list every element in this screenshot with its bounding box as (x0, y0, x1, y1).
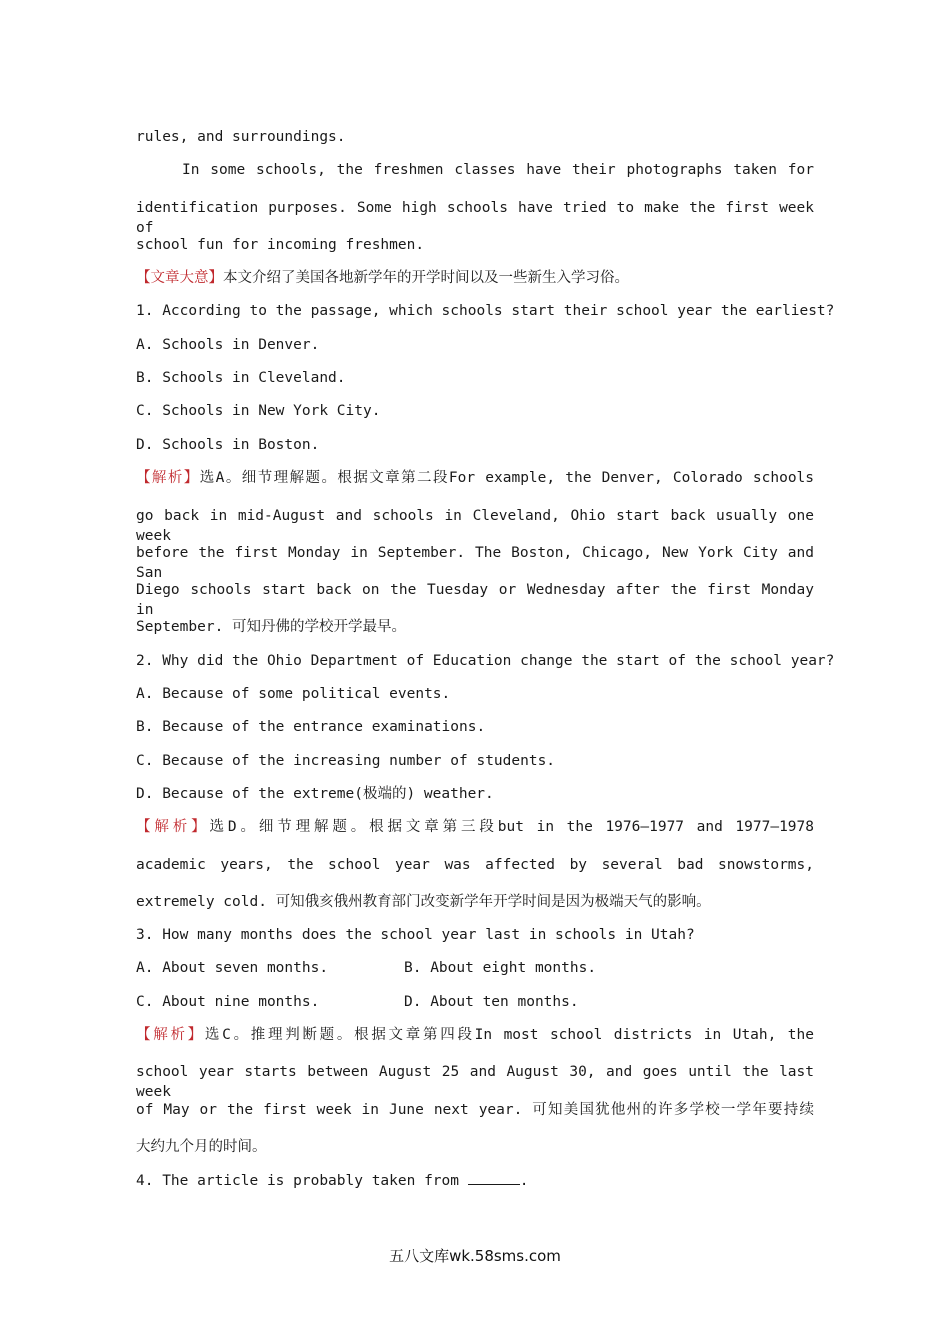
question-1-option-b: B. Schools in Cleveland. (136, 370, 346, 386)
explanation-line: go back in mid-August and schools in Cleveland, Ohio start back usually one week (136, 508, 814, 544)
question-4-end: . (519, 1173, 529, 1189)
explanation-text: 选A。细节理解题。根据文章第二段For example, the Denver, Colorado schools (199, 470, 815, 486)
explanation-line: September. 可知丹佛的学校开学最早。 (136, 619, 407, 635)
question-2-stem: 2. Why did the Ohio Department of Education change the start of the school year? (136, 653, 835, 669)
summary-line (136, 268, 814, 288)
passage-line: In some schools, the freshmen classes have their photographs taken for (182, 162, 814, 178)
question-3-option-a: A. About seven months. (136, 960, 329, 976)
question-3-explanation (136, 1025, 814, 1045)
explanation-line: extremely cold. 可知俄亥俄州教育部门改变新学年开学时间是因为极端天气的影响。 (136, 894, 711, 910)
question-3-stem: 3. How many months does the school year last in schools in Utah? (136, 927, 695, 943)
question-2-option-b: B. Because of the entrance examinations. (136, 719, 486, 735)
explanation-line: of May or the first week in June next year. 可知美国犹他州的许多学校一学年要持续 (136, 1102, 814, 1118)
question-2-option-a: A. Because of some political events. (136, 686, 451, 702)
explanation-tag: 【解析】 (136, 819, 210, 835)
explanation-line: school year starts between August 25 and August 30, and goes until the last week (136, 1064, 814, 1100)
question-4-stem (136, 1170, 814, 1191)
explanation-line: Diego schools start back on the Tuesday or Wednesday after the first Monday in (136, 582, 814, 618)
question-2-option-d: D. Because of the extreme(极端的) weather. (136, 786, 494, 802)
question-1-option-d: D. Schools in Boston. (136, 437, 320, 453)
question-3-option-d: D. About ten months. (404, 994, 579, 1010)
question-1-option-c: C. Schools in New York City. (136, 403, 381, 419)
explanation-text: 选D。细节理解题。根据文章第三段but in the 1976—1977 and 1977—1978 (209, 819, 814, 835)
passage-line: identification purposes. Some high schools have tried to make the first week of (136, 200, 814, 236)
explanation-line: before the first Monday in September. The Boston, Chicago, New York City and San (136, 545, 814, 581)
question-1-explanation (136, 468, 814, 488)
footer-watermark: 五八文库wk.58sms.com (389, 1247, 561, 1265)
passage-line: school fun for incoming freshmen. (136, 237, 425, 253)
question-2-explanation (136, 817, 814, 837)
summary-text: 本文介绍了美国各地新学年的开学时间以及一些新生入学习俗。 (223, 270, 629, 286)
explanation-line: academic years, the school year was affected by several bad snowstorms, (136, 857, 814, 873)
question-3-option-b: B. About eight months. (404, 960, 597, 976)
question-4-text: 4. The article is probably taken from (136, 1173, 460, 1189)
question-3-option-c: C. About nine months. (136, 994, 320, 1010)
explanation-tag: 【解析】 (136, 470, 200, 486)
explanation-line: 大约九个月的时间。 (136, 1139, 267, 1155)
question-3-options-row-1 (136, 958, 814, 978)
passage-line: rules, and surroundings. (136, 129, 346, 145)
question-2-option-c: C. Because of the increasing number of students. (136, 753, 556, 769)
answer-blank (468, 1170, 520, 1185)
explanation-tag: 【解析】 (136, 1027, 205, 1043)
question-3-options-row-2 (136, 992, 814, 1012)
explanation-text: 选C。推理判断题。根据文章第四段In most school districts in Utah, the (204, 1027, 814, 1043)
summary-tag: 【文章大意】 (136, 270, 223, 286)
question-1-option-a: A. Schools in Denver. (136, 337, 320, 353)
question-1-stem: 1. According to the passage, which schools start their school year the earliest? (136, 303, 835, 319)
